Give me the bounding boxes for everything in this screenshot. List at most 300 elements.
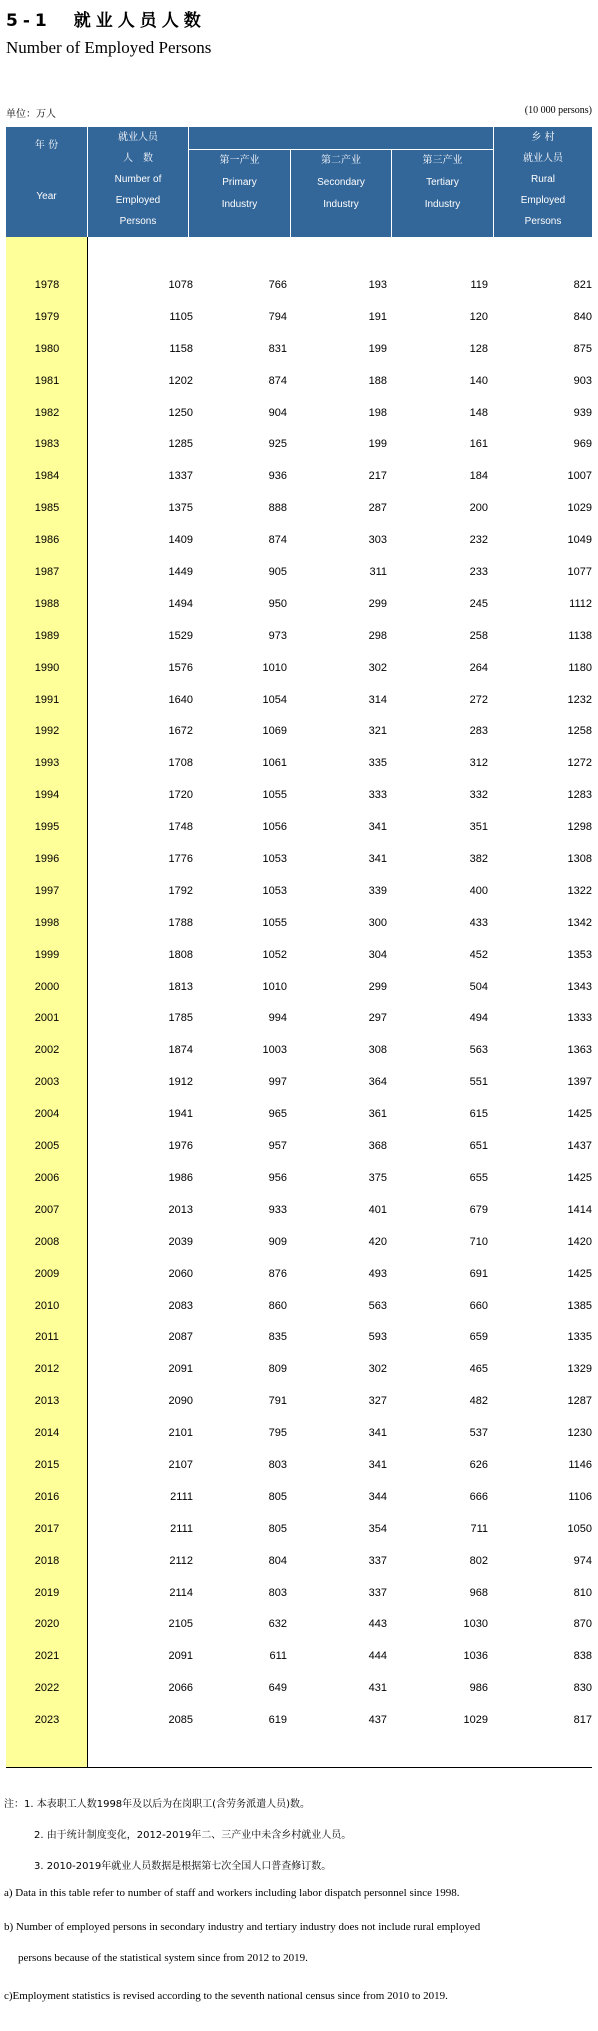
year-cell: 2021	[34, 1650, 60, 1663]
secondary-cell: 303	[368, 534, 387, 547]
table-row	[6, 1390, 592, 1422]
header-total-en1: Number of	[114, 174, 162, 185]
header-primary-en1: Primary	[222, 177, 257, 188]
tertiary-cell: 148	[469, 406, 488, 419]
table-row	[6, 625, 592, 657]
total-cell: 2091	[168, 1363, 193, 1376]
total-cell: 1375	[168, 502, 193, 515]
secondary-cell: 299	[368, 597, 387, 610]
secondary-cell: 401	[368, 1203, 387, 1216]
secondary-cell: 314	[368, 693, 387, 706]
year-cell: 1978	[34, 279, 60, 291]
table-row	[6, 1263, 592, 1295]
total-cell: 1576	[168, 661, 193, 674]
table-row	[6, 816, 592, 848]
secondary-cell: 443	[368, 1618, 387, 1631]
primary-cell: 1055	[262, 916, 287, 929]
rural-cell: 875	[573, 342, 592, 355]
year-cell: 1996	[34, 853, 60, 866]
table-body	[6, 274, 592, 1741]
total-cell: 1449	[168, 566, 193, 579]
header-secondary-en2: Industry	[323, 199, 359, 210]
year-cell: 1982	[34, 406, 60, 419]
year-cell: 1986	[34, 534, 60, 547]
table-row	[6, 1326, 592, 1358]
rural-cell: 974	[573, 1554, 592, 1567]
table-row	[6, 1295, 592, 1327]
secondary-cell: 344	[368, 1490, 387, 1503]
total-cell: 1105	[169, 310, 193, 323]
primary-cell: 876	[268, 1267, 287, 1280]
rural-cell: 1342	[567, 916, 592, 929]
rural-cell: 903	[573, 374, 592, 387]
secondary-cell: 304	[368, 948, 387, 961]
tertiary-cell: 537	[469, 1427, 488, 1440]
year-cell: 1983	[34, 438, 60, 451]
rural-cell: 1146	[568, 1458, 592, 1471]
table-row	[6, 752, 592, 784]
table-row	[6, 497, 592, 529]
year-cell: 1999	[34, 948, 60, 961]
unit-label-cn: 单位：万人	[6, 109, 56, 120]
table-row	[6, 529, 592, 561]
secondary-cell: 437	[368, 1714, 387, 1727]
note-cn-3: 3. 2010-2019年就业人员数据是根据第七次全国人口普查修订数。	[34, 1861, 332, 1872]
year-cell: 2017	[34, 1522, 60, 1535]
header-year-cn: 年 份	[34, 140, 59, 151]
tertiary-cell: 382	[469, 853, 488, 866]
primary-cell: 860	[268, 1299, 287, 1312]
primary-cell: 956	[268, 1171, 287, 1184]
header-total-en3: Persons	[119, 216, 157, 227]
total-cell: 1285	[168, 438, 193, 451]
year-cell: 2010	[34, 1299, 60, 1312]
total-cell: 2111	[170, 1490, 193, 1503]
rural-cell: 1138	[568, 629, 592, 642]
rural-cell: 1385	[567, 1299, 592, 1312]
secondary-cell: 444	[368, 1650, 387, 1663]
total-cell: 2087	[168, 1331, 193, 1344]
total-cell: 1874	[168, 1044, 193, 1057]
year-cell: 2005	[34, 1140, 60, 1153]
total-cell: 1941	[168, 1108, 193, 1121]
rural-cell: 1029	[567, 502, 592, 515]
rural-cell: 1308	[567, 853, 592, 866]
rural-cell: 1420	[567, 1235, 592, 1248]
tertiary-cell: 283	[469, 725, 488, 738]
primary-cell: 925	[268, 438, 287, 451]
total-cell: 2039	[168, 1235, 193, 1248]
header-tertiary-cn: 第三产业	[422, 155, 463, 166]
primary-cell: 805	[268, 1490, 287, 1503]
table-row	[6, 370, 592, 402]
tertiary-cell: 272	[469, 693, 488, 706]
year-cell: 1993	[34, 757, 60, 770]
secondary-cell: 493	[368, 1267, 387, 1280]
secondary-cell: 302	[368, 661, 387, 674]
year-cell: 1998	[34, 916, 60, 929]
table-row	[6, 433, 592, 465]
total-cell: 1748	[168, 821, 193, 834]
table-row	[6, 1039, 592, 1071]
year-cell: 1990	[34, 661, 60, 674]
table-row	[6, 784, 592, 816]
note-en-2a: b) Number of employed persons in secondary industry and tertiary industry does not include rural employed	[4, 1921, 481, 1933]
tertiary-cell: 710	[469, 1235, 488, 1248]
table-row	[6, 880, 592, 912]
rural-cell: 1353	[567, 948, 592, 961]
total-cell: 2107	[168, 1458, 193, 1471]
year-cell: 1995	[34, 821, 60, 834]
primary-cell: 1003	[262, 1044, 287, 1057]
year-cell: 2015	[34, 1458, 60, 1471]
primary-cell: 1056	[262, 821, 287, 834]
secondary-cell: 188	[368, 374, 387, 387]
secondary-cell: 341	[368, 821, 387, 834]
year-cell: 1992	[34, 725, 60, 738]
table-row	[6, 657, 592, 689]
header-rural-cn1: 乡 村	[531, 132, 555, 143]
total-cell: 1912	[168, 1076, 193, 1089]
table-row	[6, 1486, 592, 1518]
rural-cell: 1230	[567, 1427, 592, 1440]
table-row	[6, 1454, 592, 1486]
primary-cell: 795	[268, 1427, 287, 1440]
tertiary-cell: 400	[469, 884, 488, 897]
primary-cell: 874	[268, 374, 287, 387]
header-total-en2: Employed	[115, 195, 161, 206]
total-cell: 2112	[169, 1554, 193, 1567]
header-year	[6, 127, 88, 237]
tertiary-cell: 802	[469, 1554, 488, 1567]
header-primary-en2: Industry	[221, 199, 258, 210]
secondary-cell: 341	[368, 853, 387, 866]
primary-cell: 766	[268, 279, 287, 291]
rural-cell: 1049	[567, 534, 592, 547]
note-cn-1: 注：1. 本表职工人数1998年及以后为在岗职工(含劳务派遣人员)数。	[4, 1799, 310, 1810]
table-bottom-rule	[6, 1767, 592, 1768]
table-row	[6, 848, 592, 880]
year-cell: 1984	[34, 470, 60, 483]
year-cell: 1989	[34, 629, 60, 642]
note-en-2b: persons because of the statistical system since from 2012 to 2019.	[18, 1952, 308, 1964]
tertiary-cell: 233	[469, 566, 488, 579]
table-row	[6, 274, 592, 306]
tertiary-cell: 200	[469, 502, 488, 515]
table-row	[6, 1199, 592, 1231]
total-cell: 2066	[168, 1682, 193, 1695]
secondary-cell: 311	[369, 566, 387, 579]
table-row	[6, 402, 592, 434]
secondary-cell: 300	[368, 916, 387, 929]
table-row	[6, 1422, 592, 1454]
year-cell: 2011	[35, 1331, 59, 1344]
primary-cell: 649	[268, 1682, 287, 1695]
header-secondary	[290, 149, 391, 237]
table-row	[6, 944, 592, 976]
note-en-1: a) Data in this table refer to number of staff and workers including labor dispatch personnel since 1998.	[4, 1887, 460, 1899]
year-cell: 2022	[34, 1682, 60, 1695]
total-cell: 2013	[168, 1203, 193, 1216]
primary-cell: 803	[268, 1586, 287, 1599]
total-cell: 2085	[168, 1714, 193, 1727]
table-row	[6, 561, 592, 593]
secondary-cell: 431	[368, 1682, 387, 1695]
secondary-cell: 593	[368, 1331, 387, 1344]
total-cell: 1720	[168, 789, 193, 802]
year-cell: 1988	[34, 597, 60, 610]
primary-cell: 909	[268, 1235, 287, 1248]
header-tertiary-en2: Industry	[424, 199, 461, 210]
rural-cell: 1287	[567, 1395, 592, 1408]
secondary-cell: 191	[368, 310, 387, 323]
rural-cell: 1112	[569, 597, 592, 610]
secondary-cell: 199	[368, 342, 387, 355]
table-row	[6, 1582, 592, 1614]
table-row	[6, 1358, 592, 1390]
secondary-cell: 339	[368, 884, 387, 897]
rural-cell: 1258	[567, 725, 592, 738]
table-row	[6, 1103, 592, 1135]
rural-cell: 1329	[567, 1363, 592, 1376]
secondary-cell: 337	[368, 1586, 387, 1599]
rural-cell: 817	[573, 1714, 592, 1727]
secondary-cell: 321	[368, 725, 387, 738]
primary-cell: 805	[268, 1522, 287, 1535]
primary-cell: 831	[268, 342, 287, 355]
tertiary-cell: 184	[469, 470, 488, 483]
secondary-cell: 199	[368, 438, 387, 451]
primary-cell: 1061	[262, 757, 287, 770]
secondary-cell: 563	[368, 1299, 387, 1312]
tertiary-cell: 651	[469, 1140, 488, 1153]
primary-cell: 957	[268, 1140, 287, 1153]
year-cell: 1980	[34, 342, 60, 355]
total-cell: 2111	[170, 1522, 193, 1535]
secondary-cell: 287	[368, 502, 387, 515]
table-row	[6, 1613, 592, 1645]
total-cell: 1640	[168, 693, 193, 706]
total-cell: 1202	[168, 374, 193, 387]
tertiary-cell: 655	[469, 1171, 488, 1184]
tertiary-cell: 986	[469, 1682, 488, 1695]
tertiary-cell: 232	[469, 534, 488, 547]
header-rural-en1: Rural	[531, 174, 555, 185]
secondary-cell: 299	[368, 980, 387, 993]
rural-cell: 969	[573, 438, 592, 451]
year-cell: 2016	[34, 1490, 60, 1503]
table-row	[6, 1007, 592, 1039]
primary-cell: 791	[268, 1395, 287, 1408]
total-cell: 2114	[169, 1586, 193, 1599]
primary-cell: 874	[268, 534, 287, 547]
secondary-cell: 308	[368, 1044, 387, 1057]
primary-cell: 994	[268, 1012, 287, 1025]
tertiary-cell: 968	[469, 1586, 488, 1599]
table-row	[6, 1518, 592, 1550]
primary-cell: 632	[268, 1618, 287, 1631]
page-title-cn: 5-1 就业人员人数	[6, 11, 206, 31]
rural-cell: 1414	[567, 1203, 592, 1216]
year-cell: 2020	[34, 1618, 60, 1631]
tertiary-cell: 659	[469, 1331, 488, 1344]
primary-cell: 1055	[262, 789, 287, 802]
primary-cell: 905	[268, 566, 287, 579]
primary-cell: 965	[268, 1108, 287, 1121]
year-cell: 2000	[34, 980, 60, 993]
primary-cell: 933	[268, 1203, 287, 1216]
year-cell: 2018	[34, 1554, 60, 1567]
secondary-cell: 333	[368, 789, 387, 802]
header-rural-cn2: 就业人员	[523, 153, 563, 164]
secondary-cell: 193	[368, 279, 387, 291]
year-cell: 1981	[34, 374, 60, 387]
year-cell: 1979	[34, 310, 60, 323]
unit-label-en: (10 000 persons)	[524, 105, 592, 116]
total-cell: 2105	[168, 1618, 193, 1631]
year-cell: 1985	[34, 502, 60, 515]
primary-cell: 1053	[262, 884, 287, 897]
primary-cell: 888	[268, 502, 287, 515]
rural-cell: 838	[573, 1650, 592, 1663]
total-cell: 1986	[168, 1171, 193, 1184]
total-cell: 1776	[168, 853, 193, 866]
tertiary-cell: 1036	[463, 1650, 488, 1663]
year-cell: 2006	[34, 1171, 60, 1184]
table-row	[6, 1231, 592, 1263]
rural-cell: 1322	[567, 884, 592, 897]
year-cell: 2012	[34, 1363, 60, 1376]
header-secondary-en1: Secondary	[317, 177, 365, 188]
tertiary-cell: 615	[469, 1108, 488, 1121]
year-cell: 1987	[34, 566, 60, 579]
rural-cell: 1283	[567, 789, 592, 802]
total-cell: 1976	[168, 1140, 193, 1153]
table-row	[6, 338, 592, 370]
secondary-cell: 217	[368, 470, 387, 483]
primary-cell: 619	[268, 1714, 287, 1727]
tertiary-cell: 551	[469, 1076, 488, 1089]
total-cell: 1409	[168, 534, 193, 547]
tertiary-cell: 679	[469, 1203, 488, 1216]
rural-cell: 830	[573, 1682, 592, 1695]
secondary-cell: 335	[368, 757, 387, 770]
rural-cell: 1343	[567, 980, 592, 993]
table-row	[6, 1677, 592, 1709]
header-total	[88, 127, 189, 237]
total-cell: 1529	[168, 629, 193, 642]
rural-cell: 1077	[567, 566, 592, 579]
primary-cell: 1052	[262, 948, 287, 961]
tertiary-cell: 563	[469, 1044, 488, 1057]
primary-cell: 804	[268, 1554, 287, 1567]
primary-cell: 1010	[262, 980, 287, 993]
tertiary-cell: 312	[469, 757, 488, 770]
table-row	[6, 1135, 592, 1167]
year-cell: 2007	[34, 1203, 60, 1216]
note-cn-2: 2. 由于统计制度变化，2012-2019年二、三产业中未含乡村就业人员。	[34, 1830, 352, 1841]
rural-cell: 1298	[567, 821, 592, 834]
header-secondary-cn: 第二产业	[321, 155, 361, 166]
rural-cell: 821	[573, 279, 592, 291]
total-cell: 1337	[168, 470, 193, 483]
table-row	[6, 720, 592, 752]
total-cell: 1672	[168, 725, 193, 738]
rural-cell: 1180	[568, 661, 592, 674]
primary-cell: 1053	[262, 853, 287, 866]
year-cell: 2019	[34, 1586, 60, 1599]
rural-cell: 810	[573, 1586, 592, 1599]
table-row	[6, 1550, 592, 1582]
primary-cell: 973	[268, 629, 287, 642]
header-primary-cn: 第一产业	[219, 155, 260, 166]
year-cell: 2001	[34, 1012, 60, 1025]
header-rural-en3: Persons	[524, 216, 562, 227]
secondary-cell: 341	[368, 1458, 387, 1471]
primary-cell: 809	[268, 1363, 287, 1376]
year-cell: 2009	[34, 1267, 60, 1280]
rural-cell: 1425	[567, 1108, 592, 1121]
rural-cell: 1363	[567, 1044, 592, 1057]
primary-cell: 904	[268, 406, 287, 419]
year-cell: 1994	[34, 789, 60, 802]
total-cell: 1078	[168, 279, 193, 291]
rural-cell: 1050	[567, 1522, 592, 1535]
primary-cell: 950	[268, 597, 287, 610]
total-cell: 2060	[168, 1267, 193, 1280]
header-total-cn1: 就业人员	[118, 132, 158, 143]
tertiary-cell: 258	[469, 629, 488, 642]
year-cell: 2008	[34, 1235, 60, 1248]
tertiary-cell: 626	[469, 1458, 488, 1471]
tertiary-cell: 140	[469, 374, 488, 387]
rural-cell: 840	[573, 310, 592, 323]
total-cell: 1788	[168, 916, 193, 929]
note-en-3: c)Employment statistics is revised according to the seventh national census since from 2010 to 2019.	[4, 1990, 448, 2002]
tertiary-cell: 264	[469, 661, 488, 674]
header-total-cn2: 人 数	[123, 153, 153, 164]
secondary-cell: 364	[368, 1076, 387, 1089]
page-title-en: Number of Employed Persons	[6, 38, 212, 57]
total-cell: 1813	[168, 980, 193, 993]
total-cell: 1792	[168, 884, 193, 897]
header-industries	[189, 127, 493, 237]
table-row	[6, 976, 592, 1008]
table-row	[6, 689, 592, 721]
tertiary-cell: 332	[469, 789, 488, 802]
total-cell: 2101	[168, 1427, 193, 1440]
year-cell: 2014	[34, 1427, 60, 1440]
secondary-cell: 337	[368, 1554, 387, 1567]
total-cell: 2091	[168, 1650, 193, 1663]
table-row	[6, 306, 592, 338]
table-row	[6, 1709, 592, 1741]
year-cell: 2023	[34, 1714, 60, 1727]
total-cell: 1494	[168, 597, 193, 610]
tertiary-cell: 666	[469, 1490, 488, 1503]
year-cell: 2003	[34, 1076, 60, 1089]
primary-cell: 997	[268, 1076, 287, 1089]
tertiary-cell: 1029	[463, 1714, 488, 1727]
rural-cell: 1335	[567, 1331, 592, 1344]
tertiary-cell: 452	[469, 948, 488, 961]
rural-cell: 1425	[567, 1267, 592, 1280]
tertiary-cell: 711	[470, 1522, 488, 1535]
total-cell: 1808	[168, 948, 193, 961]
rural-cell: 1437	[567, 1140, 592, 1153]
total-cell: 2083	[168, 1299, 193, 1312]
tertiary-cell: 504	[469, 980, 488, 993]
